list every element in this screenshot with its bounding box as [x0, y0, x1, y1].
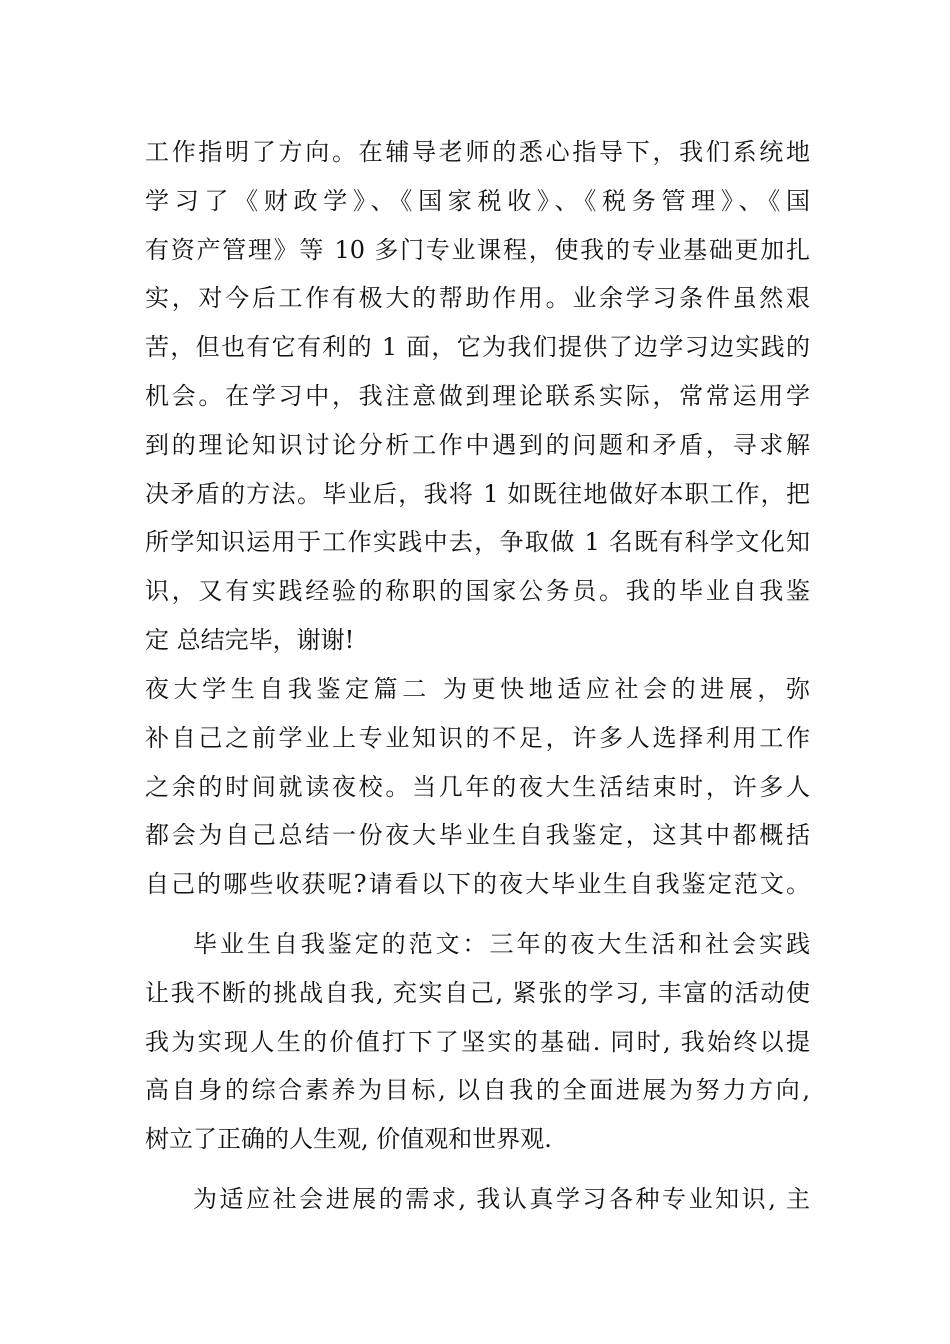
text-line: 为适应社会进展的需求, 我认真学习各种专业知识, 主 [193, 1185, 810, 1213]
text-line: 树立了正确的人生观, 价值观和世界观. [145, 1125, 552, 1154]
text-line: 毕业生自我鉴定的范文：三年的夜大生活和社会实践 [193, 930, 810, 958]
text-line: 所学知识运用于工作实践中去，争取做 1 名既有科学文化知 [145, 528, 810, 557]
text-line: 工作指明了方向。在辅导老师的悉心指导下，我们系统地 [145, 138, 810, 166]
text-line: 定 总结完毕，谢谢! [145, 625, 355, 654]
text-line: 之余的时间就读夜校。当几年的夜大生活结束时，许多人 [145, 772, 810, 801]
paragraph-3 [145, 920, 810, 1164]
paragraph-1 [145, 128, 810, 665]
text-line: 高自身的综合素养为目标, 以自我的全面进展为努力方向, [145, 1076, 810, 1105]
text-line: 让我不断的挑战自我, 充实自己, 紧张的学习, 丰富的活动使 [145, 978, 810, 1007]
text-line: 我为实现人生的价值打下了坚实的基础. 同时, 我始终以提 [145, 1027, 810, 1056]
text-line: 实，对今后工作有极大的帮助作用。业余学习条件虽然艰 [145, 284, 810, 313]
text-line: 机会。在学习中，我注意做到理论联系实际，常常运用学 [145, 381, 810, 410]
text-line: 都会为自己总结一份夜大毕业生自我鉴定，这其中都概括 [145, 821, 810, 850]
text-line: 到的理论知识讨论分析工作中遇到的问题和矛盾，寻求解 [145, 430, 810, 459]
section-heading-line: 夜大学生自我鉴定篇二 为更快地适应社会的进展，弥 [145, 675, 810, 703]
text-line: 识，又有实践经验的称职的国家公务员。我的毕业自我鉴 [145, 577, 810, 606]
text-line: 决矛盾的方法。毕业后，我将 1 如既往地做好本职工作，把 [145, 479, 810, 508]
text-line: 自己的哪些收获呢?请看以下的夜大毕业生自我鉴定范文。 [145, 870, 810, 899]
text-line: 苦，但也有它有利的 1 面，它为我们提供了边学习边实践的 [145, 333, 810, 362]
text-line: 补自己之前学业上专业知识的不足，许多人选择利用工作 [145, 723, 810, 752]
text-line: 有资产管理》等 10 多门专业课程，使我的专业基础更加扎 [145, 235, 810, 264]
text-line: 学习了《财政学》、《国家税收》、《税务管理》、《国 [145, 186, 810, 215]
paragraph-4 [145, 1175, 810, 1224]
paragraph-2 [145, 665, 810, 909]
